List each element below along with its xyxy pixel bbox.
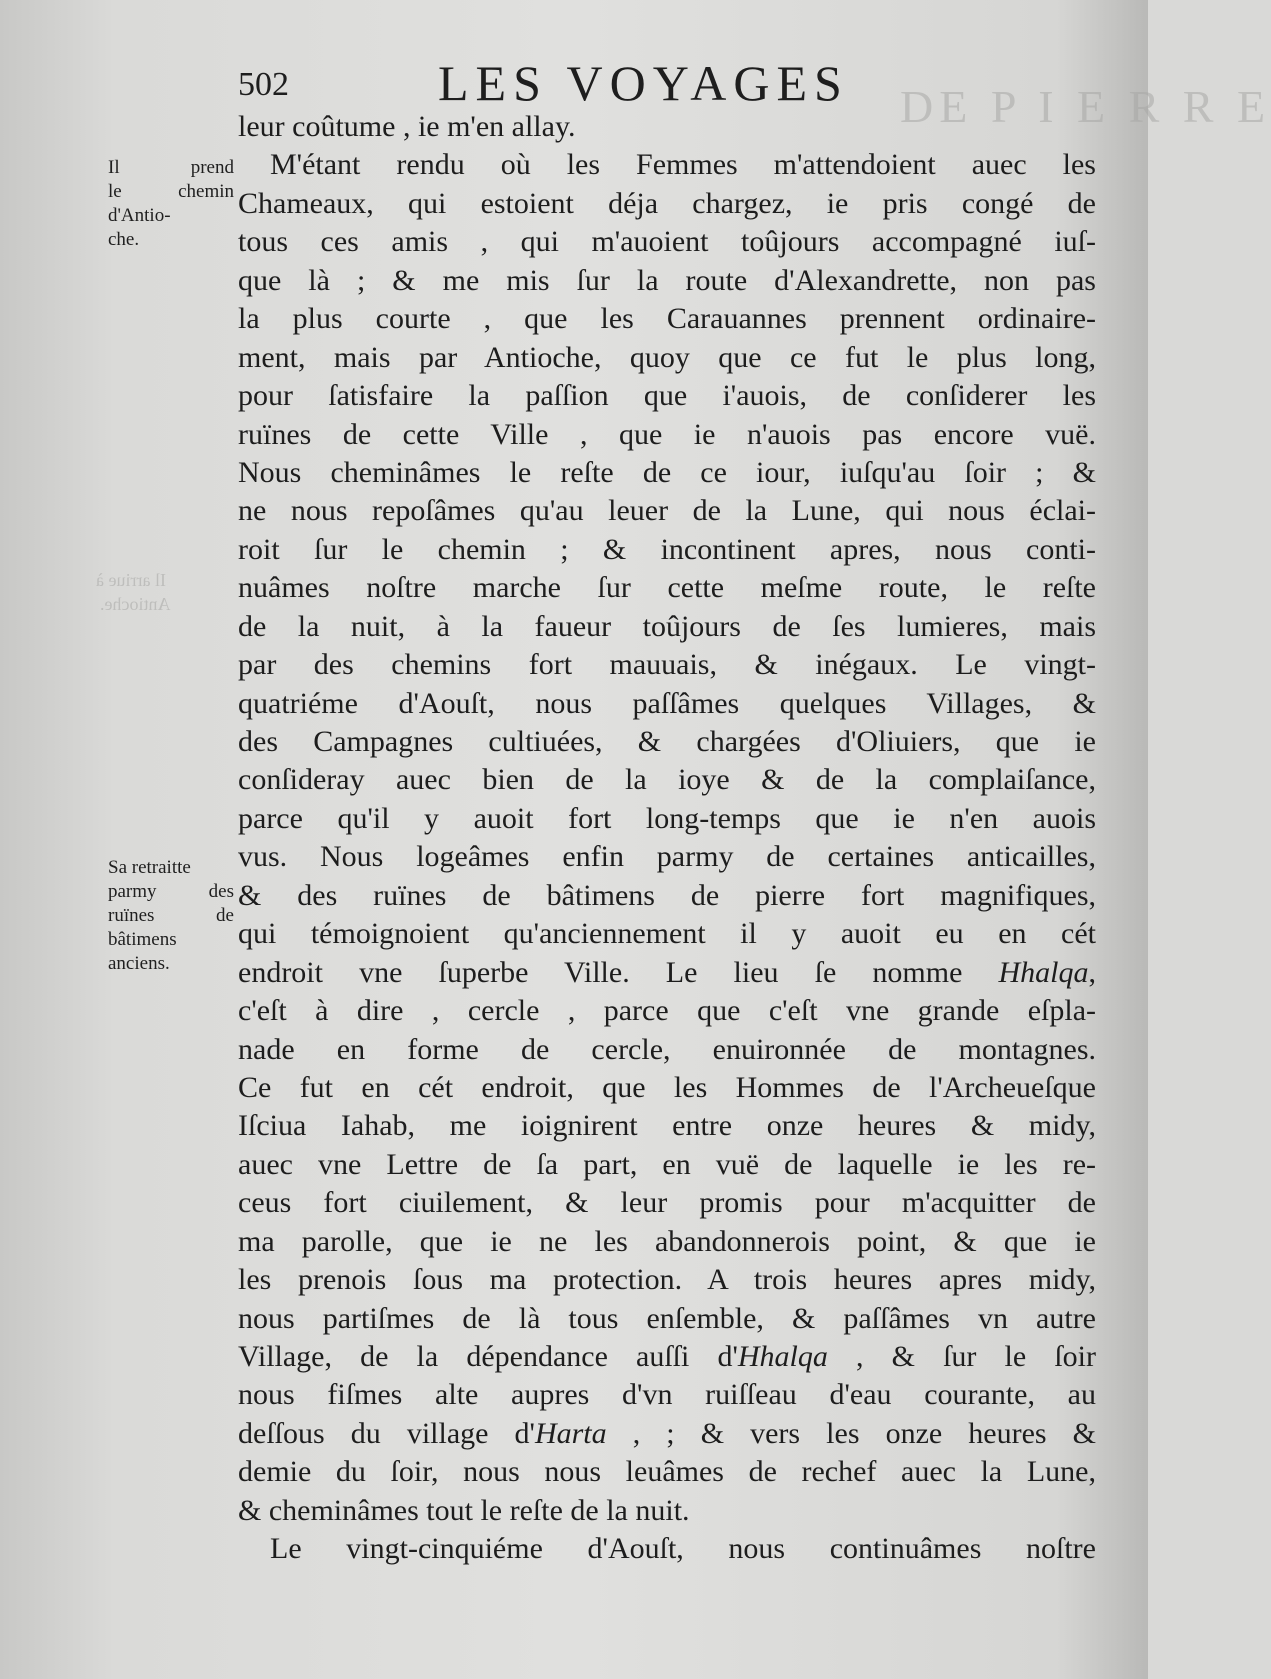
text-line: ment, mais par Antioche, quoy que ce fut le plus long, (238, 340, 1096, 374)
text-line: ne nous repoſâmes qu'au leuer de la Lune, qui nous éclai- (238, 494, 1096, 528)
text-line: vus. Nous logeâmes enfin parmy de certaines anticailles, (238, 840, 1096, 874)
text-segment: endroit vne ſuperbe Ville. Le lieu ſe nomme (238, 955, 963, 989)
text-segment: , (1088, 955, 1096, 989)
text-line: c'eſt à dire , cercle , parce que c'eſt vne grande eſpla- (238, 994, 1096, 1028)
text-line: auec vne Lettre de ſa part, en vuë de laquelle ie les re- (238, 1147, 1096, 1181)
text-line: nous partiſmes de là tous enſemble, & paſſâmes vn autre (238, 1301, 1096, 1335)
text-line: nous fiſmes alte aupres d'vn ruiſſeau d'eau courante, au (238, 1378, 1096, 1412)
text-line: qui témoignoient qu'anciennement il y auoit eu en cét (238, 917, 1096, 951)
text-line: par des chemins fort mauuais, & inégaux. Le vingt- (238, 648, 1096, 682)
text-line: ma parolle, que ie ne les abandonnerois point, & que ie (238, 1224, 1096, 1258)
bleed-through-note-2: Antioche. (100, 594, 171, 614)
text-line (238, 1415, 1096, 1453)
place-name-harta: Harta (534, 1416, 607, 1450)
text-segment: Village, de la dépendance auſſi d' (238, 1340, 738, 1373)
body-text (238, 108, 1096, 1569)
text-line: Chameaux, qui estoient déja chargez, ie pris congé de (238, 186, 1096, 220)
margin-note-line: ruïnes de (108, 905, 234, 926)
text-line: Ce fut en cét endroit, que les Hommes de l'Archeueſque (238, 1070, 1096, 1104)
bleed-through-title: DE P I E R R E (900, 81, 1271, 132)
text-line: quatriéme d'Aouſt, nous paſſâmes quelques Villages, & (238, 686, 1096, 720)
text-line: les prenois ſous ma protection. A trois heures apres midy, (238, 1263, 1096, 1297)
text-line: tous ces amis , qui m'auoient toûjours accompagné iuſ- (238, 225, 1096, 259)
text-line: M'étant rendu où les Femmes m'attendoient auec les (270, 148, 1096, 182)
margin-note-line: le chemin (108, 181, 234, 202)
text-line: ceus fort ciuilement, & leur promis pour m'acquitter de (238, 1186, 1096, 1220)
place-name-hhalqa: Hhalqa (998, 955, 1089, 989)
text-line: & cheminâmes tout le reſte de la nuit. (238, 1493, 690, 1527)
bleed-through-note-1: Il arriue à (96, 570, 166, 590)
page-header (238, 52, 878, 112)
text-segment: , & ſur le ſoir (856, 1340, 1096, 1373)
text-segment: , ; & vers les onze heures & (632, 1416, 1096, 1450)
margin-note-1 (108, 156, 234, 252)
place-name-hhalqa: Hhalqa (737, 1340, 828, 1373)
text-line: Iſciua Iahab, me ioignirent entre onze heures & midy, (238, 1109, 1096, 1143)
margin-note-line: Il prend (108, 157, 234, 178)
margin-note-2 (108, 856, 234, 976)
text-line (238, 1338, 1096, 1376)
margin-note-line: anciens. (108, 953, 170, 974)
margin-note-line: Sa retraitte (108, 857, 191, 878)
margin-note-line: bâtimens (108, 929, 177, 950)
text-line: nade en forme de cercle, enuironnée de montagnes. (238, 1032, 1096, 1066)
text-line: que là ; & me mis ſur la route d'Alexandrette, non pas (238, 263, 1096, 297)
running-title: LES VOYAGES (438, 55, 849, 111)
text-line: conſideray auec bien de la ioye & de la complaiſance, (238, 763, 1096, 797)
text-line: demie du ſoir, nous nous leuâmes de rechef auec la Lune, (238, 1455, 1096, 1489)
margin-note-line: parmy des (108, 881, 234, 902)
text-line: de la nuit, à la faueur toûjours de ſes lumieres, mais (238, 609, 1096, 643)
text-line: Nous cheminâmes le reſte de ce iour, iuſqu'au ſoir ; & (238, 455, 1096, 489)
text-line: & des ruïnes de bâtimens de pierre fort magnifiques, (238, 878, 1096, 912)
text-segment: deſſous du village d' (238, 1416, 535, 1450)
text-line: nuâmes noſtre marche ſur cette meſme route, le reſte (238, 571, 1096, 605)
page-number: 502 (238, 66, 289, 103)
text-line (238, 954, 1096, 992)
margin-note-line: d'Antio- (108, 205, 171, 226)
text-line: roit ſur le chemin ; & incontinent apres, nous conti- (238, 532, 1096, 566)
text-line: la plus courte , que les Carauannes prennent ordinaire- (238, 302, 1096, 336)
text-line: leur coûtume , ie m'en allay. (238, 110, 576, 143)
text-line: ruïnes de cette Ville , que ie n'auois pas encore vuë. (238, 417, 1096, 451)
text-line: parce qu'il y auoit fort long-temps que ie n'en auois (238, 801, 1096, 835)
text-line: des Campagnes cultiuées, & chargées d'Oliuiers, que ie (238, 725, 1096, 758)
text-line: pour ſatisfaire la paſſion que i'auois, de conſiderer les (238, 379, 1096, 413)
margin-note-line: che. (108, 229, 140, 250)
text-line: Le vingt-cinquiéme d'Aouſt, nous continuâmes noſtre (270, 1532, 1096, 1566)
